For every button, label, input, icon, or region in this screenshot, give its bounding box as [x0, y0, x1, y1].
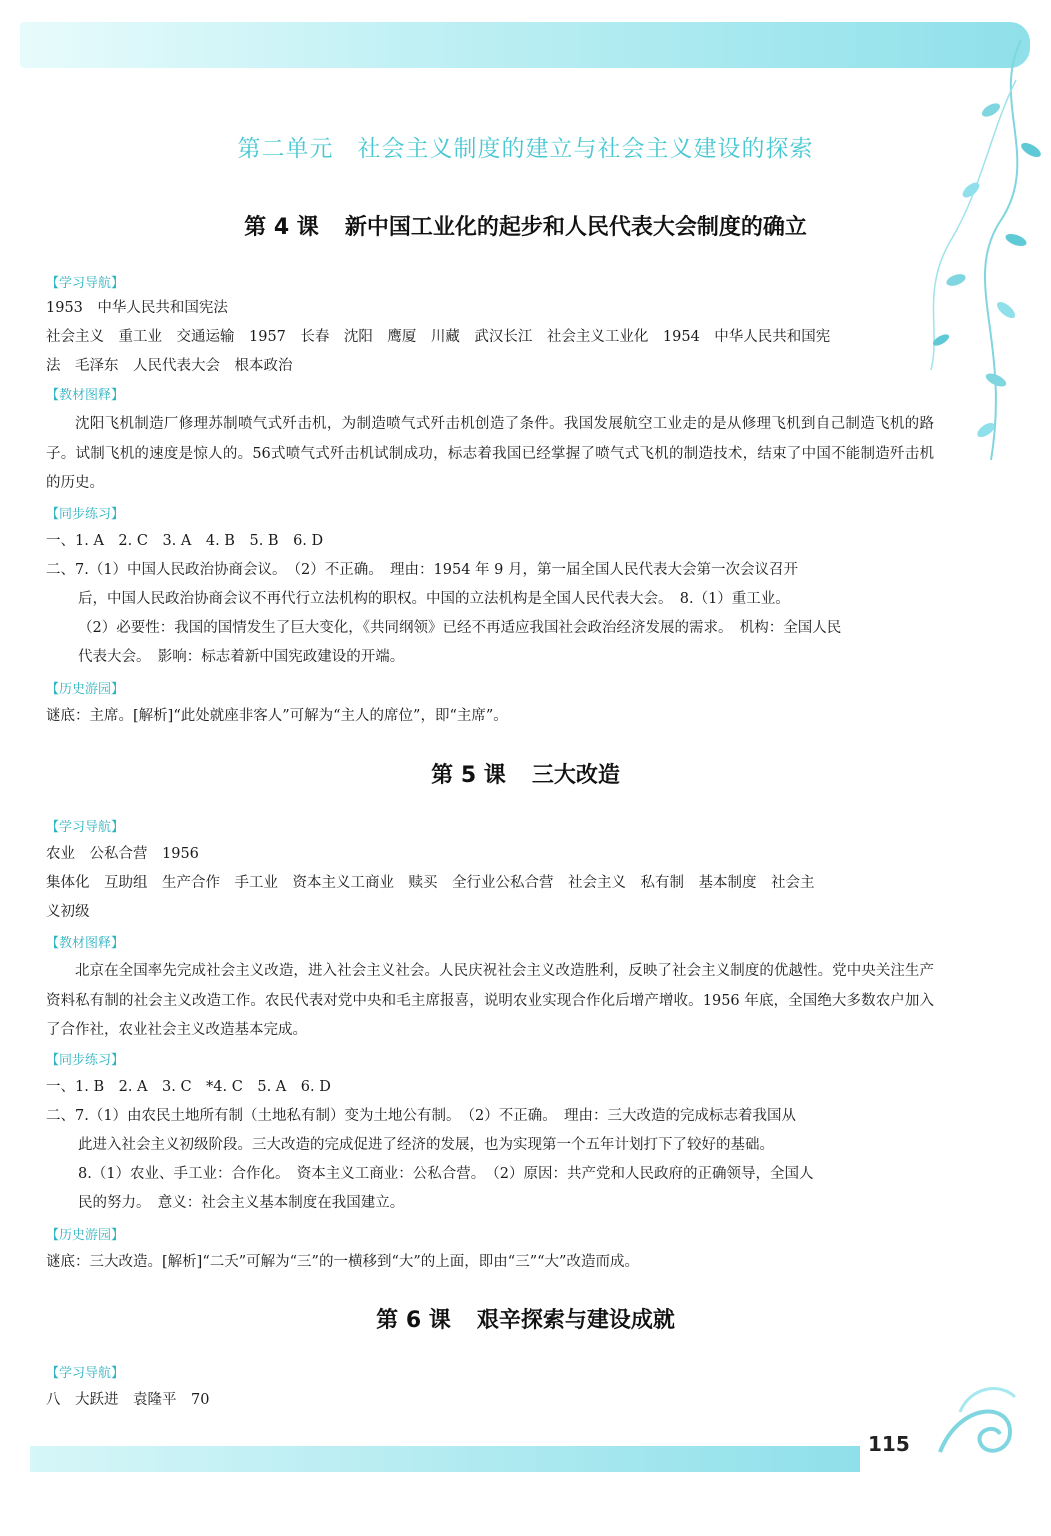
- lesson6-number: 第 6 课: [376, 1308, 451, 1333]
- lesson4-tag-practice: 【同步练习】: [46, 507, 125, 522]
- lesson5-guide-line1: 农业 公私合营 1956: [46, 846, 199, 862]
- lesson6-tag-guide: 【学习导航】: [46, 1366, 125, 1381]
- lesson4-guide-line1: 1953 中华人民共和国宪法: [46, 300, 228, 316]
- bottom-decorative-band: [30, 1446, 860, 1472]
- lesson4-guide-line3: 法 毛泽东 人民代表大会 根本政治: [46, 358, 293, 374]
- lesson5-figure-text: 北京在全国率先完成社会主义改造，进入社会主义社会。人民庆祝社会主义改造胜利，反映了社会主义制度的优越性。党中央关注生产资料私有制的社会主义改造工作。农民代表对党中央和毛主席报喜，说明农业实现合作化后增产增收。1956 年底，全国绝大多数农户加入了合作社，农业社会主义改造基本完成。: [46, 963, 934, 1038]
- lesson5-heading: [0, 758, 1051, 789]
- lesson6-guide-line1: 八 大跃进 袁隆平 70: [46, 1392, 210, 1408]
- lesson6-title: 艰辛探索与建设成就: [476, 1308, 675, 1333]
- lesson4-tag-history: 【历史游园】: [46, 682, 125, 697]
- lesson4-practice-line5: 代表大会。 影响：标志着新中国宪政建设的开端。: [78, 649, 405, 665]
- lesson4-figure-text: 沈阳飞机制造厂修理苏制喷气式歼击机，为制造喷气式歼击机创造了条件。我国发展航空工业走的是从修理飞机到自己制造飞机的路子。试制飞机的速度是惊人的。56式喷气式歼击机试制成功，标志着我国已经掌握了喷气式飞机的制造技术，结束了中国不能制造歼击机的历史。: [46, 416, 934, 491]
- lesson5-guide-line3: 义初级: [46, 904, 90, 920]
- lesson5-tag-guide: 【学习导航】: [46, 820, 125, 835]
- lesson5-practice-line2: 二、7.（1）由农民土地所有制（土地私有制）变为土地公有制。 （2）不正确。 理由：三大改造的完成标志着我国从: [46, 1108, 797, 1124]
- lesson4-number: 第 4 课: [244, 215, 319, 240]
- top-decorative-band: [20, 22, 1030, 68]
- lesson5-practice-line3: 此进入社会主义初级阶段。三大改造的完成促进了经济的发展，也为实现第一个五年计划打下了较好的基础。: [78, 1137, 774, 1153]
- lesson4-practice-line1: 一、1. A 2. C 3. A 4. B 5. B 6. D: [46, 533, 324, 549]
- lesson5-history-line: 谜底：三大改造。[解析]“二夭”可解为“三”的一横移到“大”的上面，即由“三”“大”改造而成。: [46, 1254, 639, 1270]
- lesson4-practice-line3: 后，中国人民政治协商会议不再代行立法机构的职权。中国的立法机构是全国人民代表大会。 8.（1）重工业。: [78, 591, 790, 607]
- lesson4-guide-line2: 社会主义 重工业 交通运输 1957 长春 沈阳 鹰厦 川藏 武汉长江 社会主义工业化 1954 中华人民共和国宪: [46, 329, 831, 345]
- lesson4-title: 新中国工业化的起步和人民代表大会制度的确立: [344, 215, 807, 240]
- lesson4-practice-line2: 二、7.（1）中国人民政治协商会议。 （2）不正确。 理由：1954 年 9 月，第一届全国人民代表大会第一次会议召开: [46, 562, 798, 578]
- lesson5-number: 第 5 课: [431, 763, 506, 788]
- lesson5-practice-line4: 8.（1）农业、手工业：合作化。 资本主义工商业：公私合营。 （2）原因：共产党和人民政府的正确领导，全国人: [78, 1166, 814, 1182]
- lesson5-tag-figure: 【教材图释】: [46, 936, 125, 951]
- unit-title: 第二单元 社会主义制度的建立与社会主义建设的探索: [237, 136, 814, 162]
- lesson4-heading: [0, 210, 1051, 241]
- vine-decoration-icon: [921, 40, 1051, 460]
- lesson4-practice-line4: （2）必要性：我国的国情发生了巨大变化，《共同纲领》已经不再适应我国社会政治经济发展的需求。 机构：全国人民: [78, 620, 842, 636]
- lesson5-tag-practice: 【同步练习】: [46, 1053, 125, 1068]
- lesson4-tag-figure: 【教材图释】: [46, 388, 125, 403]
- swirl-decoration-icon: [900, 1382, 1050, 1492]
- lesson5-title: 三大改造: [531, 763, 620, 788]
- lesson5-tag-history: 【历史游园】: [46, 1228, 125, 1243]
- page-number: 115: [868, 1432, 910, 1456]
- lesson4-history-line: 谜底：主席。[解析]“此处就座非客人”可解为“主人的席位”，即“主席”。: [46, 708, 508, 724]
- lesson5-practice-line5: 民的努力。 意义：社会主义基本制度在我国建立。: [78, 1195, 405, 1211]
- lesson5-guide-line2: 集体化 互助组 生产合作 手工业 资本主义工商业 赎买 全行业公私合营 社会主义 私有制 基本制度 社会主: [46, 875, 815, 891]
- lesson4-tag-guide: 【学习导航】: [46, 276, 125, 291]
- lesson6-heading: [0, 1303, 1051, 1334]
- lesson5-practice-line1: 一、1. B 2. A 3. C *4. C 5. A 6. D: [46, 1079, 331, 1095]
